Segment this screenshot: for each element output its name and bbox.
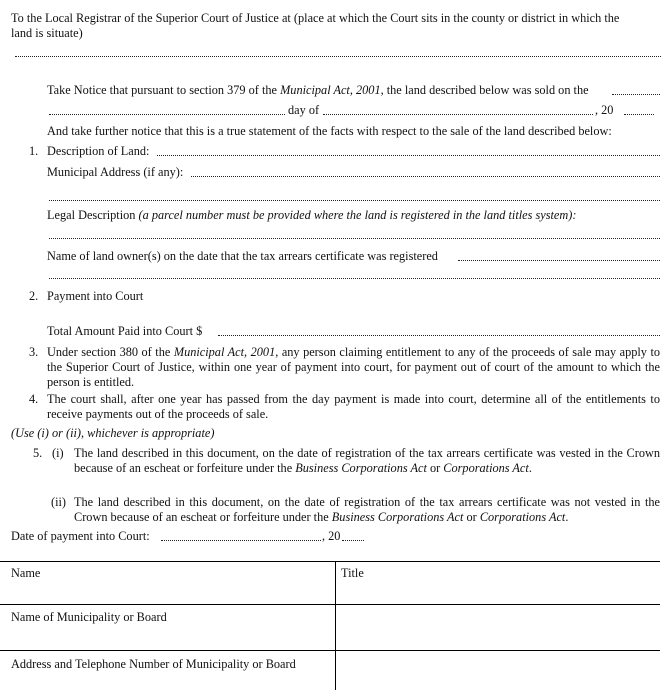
municipal-address-label: Municipal Address (if any): (47, 165, 184, 179)
option-ii-act-1: Business Corporations Act (331, 510, 464, 524)
legal-description-label (47, 208, 576, 223)
table-row-divider-2 (0, 650, 660, 651)
description-of-land-field[interactable] (157, 155, 660, 156)
notice-statement (47, 83, 589, 98)
sale-year-label: , 20 (595, 103, 614, 117)
further-notice: And take further notice that this is a true statement of the facts with respect to the sale of the land described below: (47, 124, 612, 138)
title-cell-label: Title (341, 566, 364, 580)
day-of-label: day of (288, 103, 320, 117)
option-ii-or: or (463, 510, 480, 524)
option-ii-label: (ii) (51, 495, 67, 509)
use-instruction (11, 426, 214, 441)
option-i-text (74, 446, 660, 476)
municipality-cell-label: Name of Municipality or Board (11, 610, 167, 624)
use-instruction-text: (Use (i) or (ii), whichever is appropriate) (11, 426, 215, 440)
legal-description-field[interactable] (49, 238, 660, 239)
legal-description-text: Legal Description (47, 208, 139, 222)
item-4-number: 4. (29, 392, 39, 406)
legal-description-note: (a parcel number must be provided where the land is registered in the land titles system): (138, 208, 577, 222)
item-4-text: The court shall, after one year has passed from the day payment is made into court, determine all of the entitlements to receive payments out of the proceeds of sale. (47, 392, 660, 421)
date-of-payment-label: Date of payment into Court: (11, 529, 150, 543)
date-of-payment-field[interactable] (161, 540, 321, 541)
notice-post: , the land described below was sold on the (380, 83, 589, 97)
description-of-land-label: Description of Land: (47, 144, 150, 158)
option-i-act-1: Business Corporations Act (295, 461, 427, 475)
item-2-number: 2. (29, 289, 39, 303)
notice-pre: Take Notice that pursuant to section 379 of the (47, 83, 281, 97)
table-column-divider (335, 561, 336, 690)
land-owner-field[interactable] (458, 260, 660, 261)
option-i-label: (i) (52, 446, 64, 460)
municipal-address-field-2[interactable] (49, 200, 660, 201)
payment-into-court-label: Payment into Court (47, 289, 144, 303)
municipal-address-field[interactable] (191, 176, 660, 177)
date-of-payment-year-label: , 20 (322, 529, 341, 543)
item-3-number: 3. (29, 345, 39, 359)
sale-month-field[interactable] (323, 114, 593, 115)
name-cell-label: Name (11, 566, 41, 580)
court-location-field[interactable] (15, 56, 661, 57)
option-i-or: or (426, 461, 444, 475)
total-amount-label: Total Amount Paid into Court $ (47, 324, 203, 338)
item-3-post: , any person claiming entitlement to any of the proceeds of sale may apply to the Superior Court of Justice, within one year of payment into court, for payment out of court of the amount to which the person is entitled. (47, 345, 661, 389)
sale-day-field[interactable] (49, 114, 285, 115)
sale-date-field[interactable] (612, 94, 660, 95)
date-of-payment-year-field[interactable] (342, 540, 364, 541)
option-ii-text (74, 495, 660, 525)
signature-table (0, 561, 671, 690)
total-amount-field[interactable] (218, 335, 660, 336)
item-1-number: 1. (29, 144, 39, 158)
item-5-number: 5. (33, 446, 43, 460)
address-phone-cell-label: Address and Telephone Number of Municipality or Board (11, 657, 296, 671)
to-registrar-line-2: land is situate) (11, 26, 83, 40)
municipal-act-ref: Municipal Act, 2001 (280, 83, 381, 97)
land-owner-label: Name of land owner(s) on the date that the tax arrears certificate was registered (47, 249, 438, 263)
item-3-act: Municipal Act, 2001 (173, 345, 276, 359)
table-top-border (0, 561, 660, 562)
item-3-pre: Under section 380 of the (47, 345, 174, 359)
option-ii-act-2: Corporations Act (479, 510, 566, 524)
to-registrar-line: To the Local Registrar of the Superior Court of Justice at (place at which the Court sits in the county or district in which the (11, 11, 620, 25)
table-row-divider-1 (0, 604, 660, 605)
land-owner-field-2[interactable] (49, 278, 660, 279)
option-ii-end: . (565, 510, 569, 524)
option-ii-pre: The land described in this document, on the date of registration of the tax arrears certificate was not vested in the Crown because of an escheat or forfeiture under the (74, 495, 660, 524)
option-i-act-2: Corporations Act (443, 461, 529, 475)
option-i-pre: The land described in this document, on the date of registration of the tax arrears certificate was vested in the Crown because of an escheat or forfeiture under the (74, 446, 660, 475)
option-i-end: . (528, 461, 532, 475)
sale-year-field[interactable] (624, 114, 654, 115)
item-3-text (47, 345, 660, 390)
